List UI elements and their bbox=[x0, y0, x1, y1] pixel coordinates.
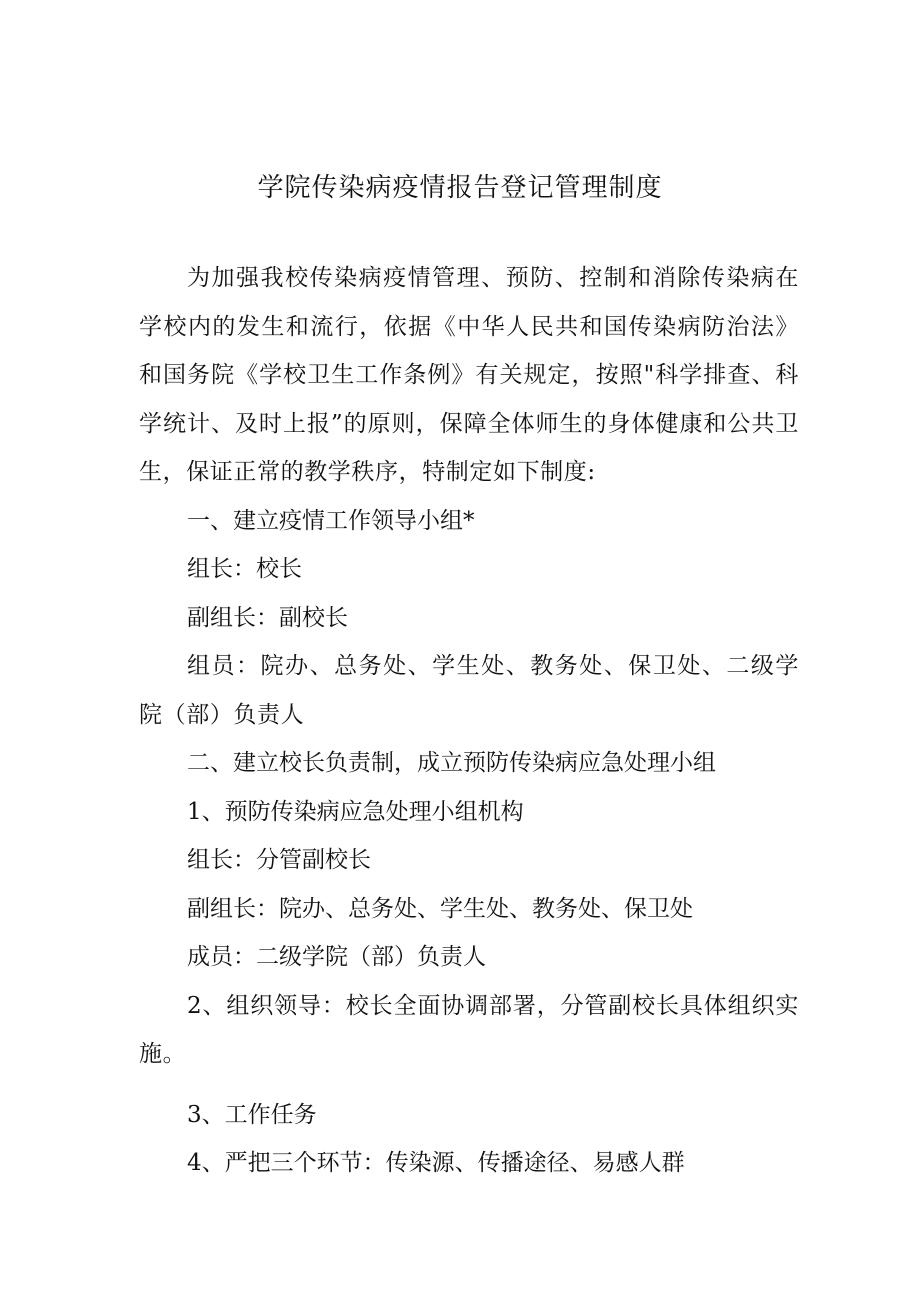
section-2-heading: 二、建立校长负责制，成立预防传染病应急处理小组 bbox=[187, 750, 716, 776]
document-body bbox=[139, 254, 799, 1188]
deputy-leader-line: 副组长：副校长 bbox=[187, 604, 348, 631]
item-2-paragraph: 2、组织领导：校长全面协调部署，分管副校长具体组织实施。 bbox=[139, 992, 799, 1067]
leader-line: 组长：校长 bbox=[187, 556, 302, 582]
item-1-members: 成员：二级学院（部）负责人 bbox=[187, 944, 486, 970]
members-line: 组员：院办、总务处、学生处、教务处、保卫处、二级学院（部）负责人 bbox=[139, 653, 799, 728]
item-1-deputy: 副组长：院办、总务处、学生处、教务处、保卫处 bbox=[187, 895, 693, 922]
section-1-heading: 一、建立疫情工作领导小组* bbox=[187, 507, 475, 534]
item-3-heading: 3、工作任务 bbox=[187, 1101, 317, 1128]
document-title: 学院传染病疫情报告登记管理制度 bbox=[257, 173, 663, 203]
intro-paragraph: 为加强我校传染病疫情管理、预防、控制和消除传染病在学校内的发生和流行，依据《中华人民共和国传染病防治法》和国务院《学校卫生工作条例》有关规定，按照"科学排查、科学统计、及时上报”的原则，保障全体师生的身体健康和公共卫生，保证正常的教学秩序，特制定如下制度: bbox=[139, 265, 799, 485]
item-4-heading: 4、严把三个环节：传染源、传播途径、易感人群 bbox=[187, 1150, 685, 1176]
item-1-heading: 1、预防传染病应急处理小组机构 bbox=[187, 798, 524, 825]
item-1-leader: 组长：分管副校长 bbox=[187, 847, 371, 873]
